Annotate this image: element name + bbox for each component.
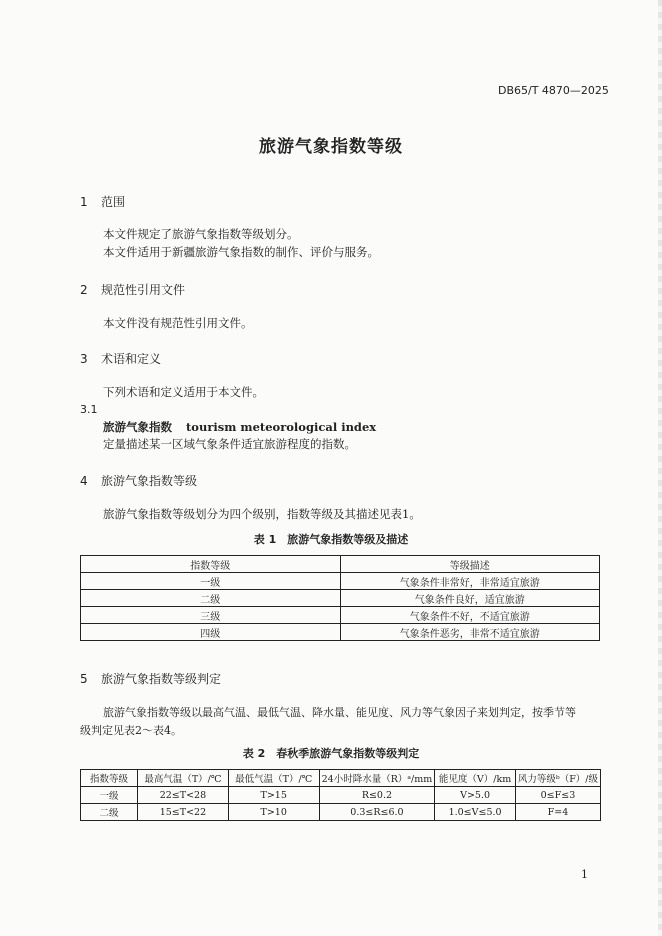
- section-title: 旅游气象指数等级判定: [101, 672, 222, 686]
- table-cell: 气象条件恶劣，非常不适宜旅游: [340, 624, 600, 641]
- section-5-paragraph-2: 级判定见表2～表4。: [80, 724, 182, 737]
- table-cell: 三级: [81, 607, 341, 624]
- table-cell: 1.0≤V≤5.0: [435, 804, 516, 821]
- table-cell: 一级: [81, 787, 138, 804]
- table-cell: 气象条件不好，不适宜旅游: [340, 607, 600, 624]
- table-row: [81, 804, 601, 821]
- table-cell: 15≤T<22: [138, 804, 229, 821]
- table-header-cell: 最高气温（T）/℃: [138, 770, 229, 787]
- section-title: 术语和定义: [101, 352, 162, 366]
- section-3-paragraph: 下列术语和定义适用于本文件。: [103, 385, 264, 399]
- table-header-row: [81, 770, 601, 787]
- section-1-paragraph-2: 本文件适用于新疆旅游气象指数的制作、评价与服务。: [103, 245, 379, 259]
- table-1: [80, 555, 600, 641]
- table-cell: V>5.0: [435, 787, 516, 804]
- table-cell: 一级: [81, 573, 341, 590]
- section-4-paragraph: 旅游气象指数等级划分为四个级别，指数等级及其描述见表1。: [103, 507, 421, 521]
- section-3-heading: [80, 350, 161, 367]
- section-number: 3: [80, 352, 88, 366]
- section-number: 5: [80, 672, 88, 686]
- term-chinese: 旅游气象指数: [103, 420, 172, 434]
- section-2-heading: [80, 281, 185, 298]
- page-number: 1: [581, 868, 588, 881]
- table-header-cell: 24小时降水量（R）ᵃ/mm: [319, 770, 435, 787]
- subsection-number: 3.1: [80, 403, 98, 416]
- section-number: 2: [80, 283, 88, 297]
- term-definition: 定量描述某一区域气象条件适宜旅游程度的指数。: [103, 437, 356, 451]
- table-row: [81, 607, 600, 624]
- table-cell: 二级: [81, 590, 341, 607]
- term-entry: [103, 419, 376, 435]
- table-header-cell: 能见度（V）/km: [435, 770, 516, 787]
- table-header-cell: 指数等级: [81, 770, 138, 787]
- table-row: [81, 573, 600, 590]
- section-2-paragraph: 本文件没有规范性引用文件。: [103, 316, 253, 330]
- section-number: 1: [80, 195, 88, 209]
- table-cell: 气象条件非常好，非常适宜旅游: [340, 573, 600, 590]
- table-cell: 0.3≤R≤6.0: [319, 804, 435, 821]
- table-header-cell: 指数等级: [81, 556, 341, 573]
- table-cell: 气象条件良好，适宜旅游: [340, 590, 600, 607]
- section-1-paragraph-1: 本文件规定了旅游气象指数等级划分。: [103, 227, 299, 241]
- section-title: 范围: [101, 195, 126, 209]
- table-row: [81, 787, 601, 804]
- table-cell: R≤0.2: [319, 787, 435, 804]
- table-cell: T>10: [228, 804, 319, 821]
- table-header-cell: 等级描述: [340, 556, 600, 573]
- term-english: tourism meteorological index: [186, 420, 377, 434]
- table-cell: F=4: [515, 804, 600, 821]
- section-title: 规范性引用文件: [101, 283, 186, 297]
- table-row: [81, 624, 600, 641]
- table-cell: 0≤F≤3: [515, 787, 600, 804]
- document-code: DB65/T 4870—2025: [498, 84, 609, 97]
- section-title: 旅游气象指数等级: [101, 474, 198, 488]
- page-title: 旅游气象指数等级: [259, 137, 403, 157]
- table-cell: 22≤T<28: [138, 787, 229, 804]
- table-2-caption: 表 2 春秋季旅游气象指数等级判定: [242, 747, 420, 760]
- section-5-heading: [80, 670, 221, 687]
- table-cell: T>15: [228, 787, 319, 804]
- table-1-caption: 表 1 旅游气象指数等级及描述: [253, 533, 409, 546]
- section-5-paragraph-1: 旅游气象指数等级以最高气温、最低气温、降水量、能见度、风力等气象因子来划判定，按季节等: [103, 706, 576, 719]
- section-1-heading: [80, 193, 125, 210]
- table-row: [81, 590, 600, 607]
- table-2: [80, 769, 601, 821]
- section-4-heading: [80, 472, 197, 489]
- table-header-cell: 最低气温（T）/℃: [228, 770, 319, 787]
- table-cell: 二级: [81, 804, 138, 821]
- section-number: 4: [80, 474, 88, 488]
- table-cell: 四级: [81, 624, 341, 641]
- table-header-cell: 风力等级ᵇ（F）/级: [515, 770, 600, 787]
- table-header-row: [81, 556, 600, 573]
